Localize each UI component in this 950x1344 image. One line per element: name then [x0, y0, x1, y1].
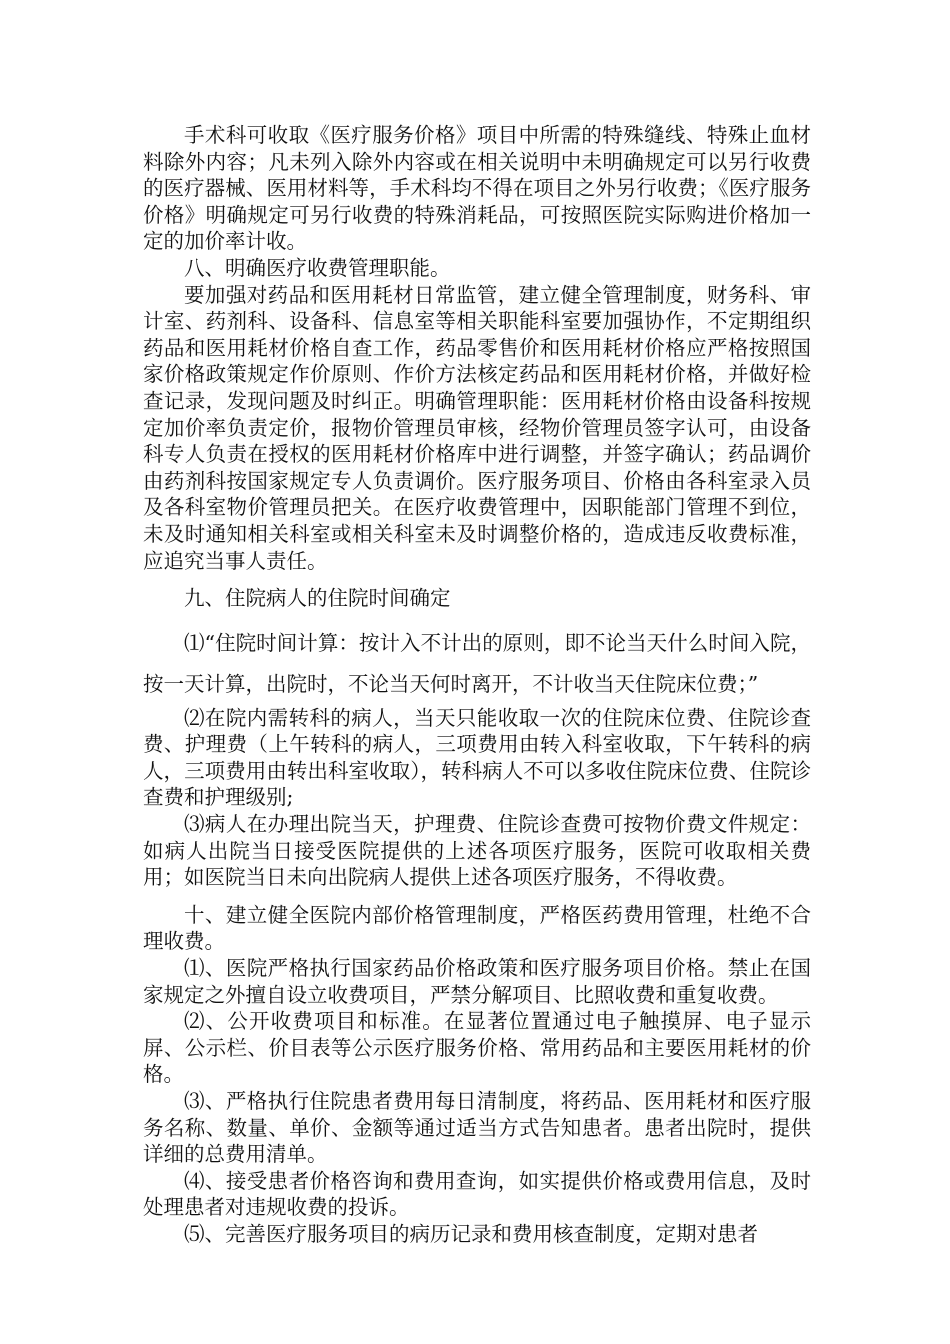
paragraph-record-verification: ⑸、完善医疗服务项目的病历记录和费用核查制度，定期对患者: [184, 1221, 758, 1246]
paragraph-admission-time: ⑴“住院时间计算：按计入不计出的原则，即不论当天什么时间入院，按一天计算，出院时，不论当天何时离开，不计收当天住院床位费；”: [143, 630, 811, 696]
paragraph-public-pricing: ⑵、公开收费项目和标准。在显著位置通过电子触摸屏、电子显示屏、公示栏、价目表等公示医疗服务价格、常用药品和主要医用耗材的价格。: [143, 1009, 811, 1087]
paragraph-surgery-materials: 手术科可收取《医疗服务价格》项目中所需的特殊缝线、特殊止血材料除外内容；凡未列入除外内容或在相关说明中未明确规定可以另行收费的医疗器械、医用材料等，手术科均不得在项目之外另行收费；《医疗服务价格》明确规定可另行收费的特殊消耗品，可按照医院实际购进价格加一定的加价率计收。: [143, 123, 811, 254]
paragraph-daily-billing: ⑶、严格执行住院患者费用每日清制度，将药品、医用耗材和医疗服务名称、数量、单价、金额等通过适当方式告知患者。患者出院时，提供详细的总费用清单。: [143, 1089, 811, 1167]
paragraph-department-transfer: ⑵在院内需转科的病人，当天只能收取一次的住院床位费、住院诊查费、护理费（上午转科的病人，三项费用由转入科室收取，下午转科的病人，三项费用由转出科室收取），转科病人不可以多收住院床位费、住院诊查费和护理级别;: [143, 705, 811, 810]
document-body: [143, 122, 811, 1248]
heading-section-eight: 八、明确医疗收费管理职能。: [184, 255, 451, 280]
paragraph-discharge-day: ⑶病人在办理出院当天，护理费、住院诊查费可按物价费文件规定：如病人出院当日接受医院提供的上述各项医疗服务，医院可收取相关费用；如医院当日未向出院病人提供上述各项医疗服务，不得收费。: [143, 812, 811, 890]
heading-section-ten: 十、建立健全医院内部价格管理制度，严格医药费用管理，杜绝不合理收费。: [143, 902, 811, 954]
paragraph-fee-management: 要加强对药品和医用耗材日常监管，建立健全管理制度，财务科、审计室、药剂科、设备科、信息室等相关职能科室要加强协作，不定期组织药品和医用耗材价格自查工作，药品零售价和医用耗材价格应严格按照国家价格政策规定作价原则、作价方法核定药品和医用耗材价格，并做好检查记录，发现问题及时纠正。明确管理职能：医用耗材价格由设备科按规定加价率负责定价，报物价管理员审核，经物价管理员签字认可，由设备科专人负责在授权的医用耗材价格库中进行调整，并签字确认；药品调价由药剂科按国家规定专人负责调价。医疗服务项目、价格由各科室录入员及各科室物价管理员把关。在医疗收费管理中，因职能部门管理不到位，未及时通知相关科室或相关科室未及时调整价格的，造成违反收费标准，应追究当事人责任。: [143, 282, 811, 573]
paragraph-price-inquiry: ⑷、接受患者价格咨询和费用查询，如实提供价格或费用信息，及时处理患者对违规收费的投诉。: [143, 1168, 811, 1220]
paragraph-price-policy: ⑴、医院严格执行国家药品价格政策和医疗服务项目价格。禁止在国家规定之外擅自设立收费项目，严禁分解项目、比照收费和重复收费。: [143, 956, 811, 1007]
heading-section-nine: 九、住院病人的住院时间确定: [184, 586, 451, 611]
